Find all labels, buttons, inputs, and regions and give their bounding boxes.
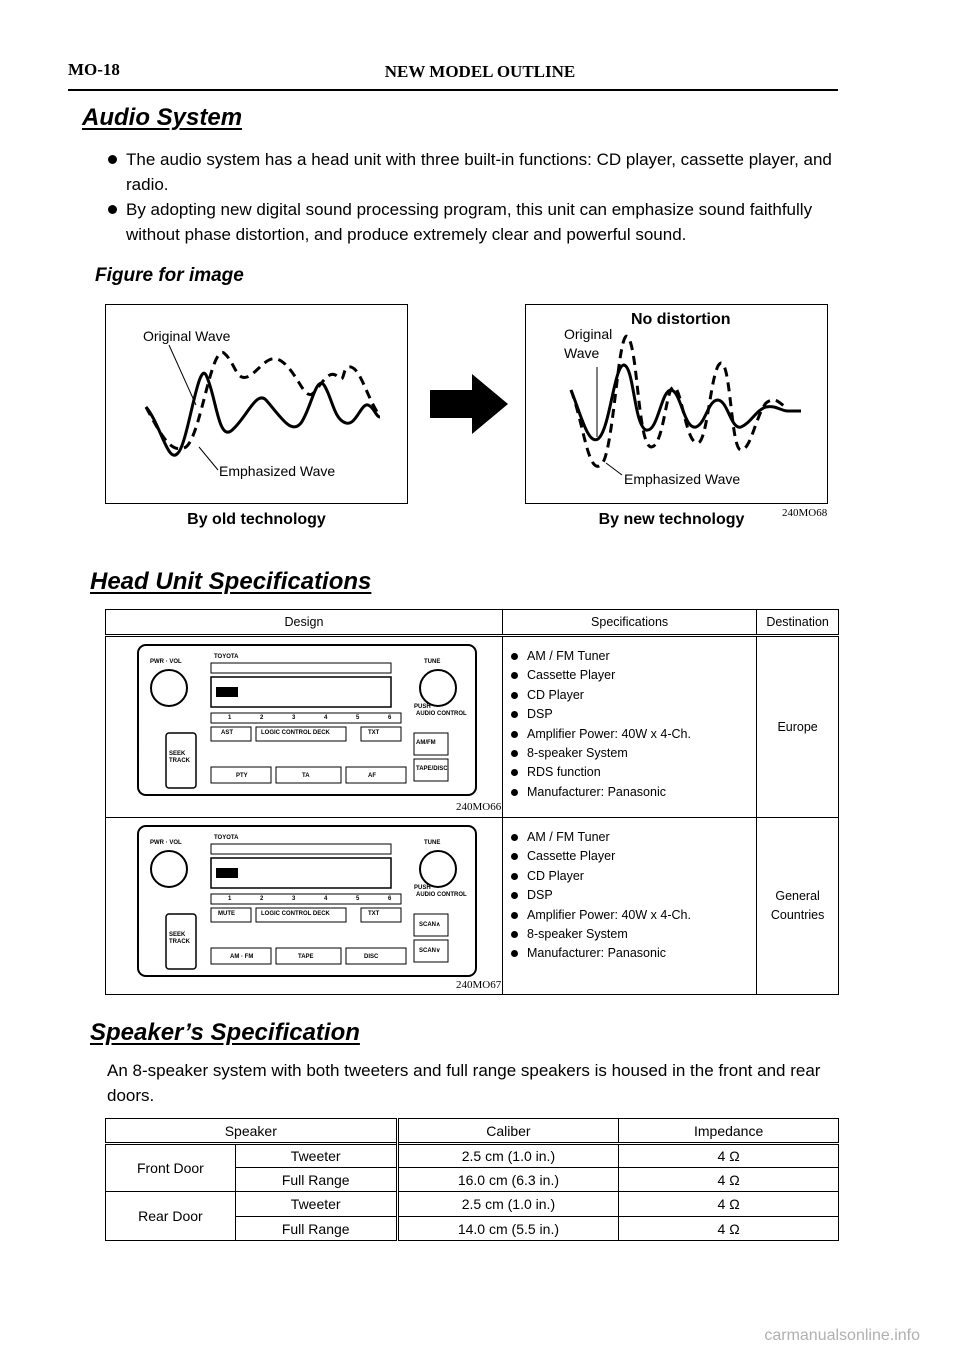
speaker-impedance: 4 Ω	[619, 1168, 839, 1192]
header-speaker: Speaker	[106, 1119, 398, 1144]
speaker-type: Tweeter	[235, 1192, 397, 1217]
panel-bottom-1: AM · FM	[230, 954, 254, 960]
design-cell	[106, 636, 503, 818]
spec-item: Cassette Player	[509, 847, 756, 866]
panel-seek-label: SEEK	[169, 932, 186, 938]
old-tech-caption: By old technology	[187, 511, 326, 528]
spec-item: Cassette Player	[509, 666, 756, 685]
spec-item: AM / FM Tuner	[509, 647, 756, 666]
emphasized-wave-leader	[606, 463, 622, 475]
destination-line: Countries	[770, 908, 825, 922]
spec-item: RDS function	[509, 763, 756, 782]
preset-4: 4	[324, 896, 328, 902]
header-rule	[68, 89, 838, 91]
table-row	[106, 636, 839, 818]
panel-audio-label: AUDIO CONTROL	[416, 711, 467, 717]
tune-knob	[420, 670, 456, 706]
header-destination: Destination	[757, 610, 839, 636]
design-code: 240MO67	[456, 979, 502, 991]
panel-side-top: SCAN∧	[419, 922, 441, 928]
speaker-impedance: 4 Ω	[619, 1144, 839, 1168]
speaker-caliber: 2.5 cm (1.0 in.)	[397, 1192, 619, 1217]
panel-push-label: PUSH	[414, 885, 431, 891]
specs-cell	[503, 636, 757, 818]
destination-line: Europe	[777, 719, 818, 734]
speaker-type: Full Range	[235, 1168, 397, 1192]
audio-bullet: By adopting new digital sound processing program, this unit can emphasize sound faithfully without phase distortion, and produce extremely clear and powerful sound.	[106, 197, 836, 247]
design-cell	[106, 818, 503, 995]
destination-line: General	[775, 889, 820, 903]
original-wave	[146, 373, 380, 455]
spec-item: DSP	[509, 705, 756, 724]
new-tech-panel	[525, 304, 828, 504]
header-specifications: Specifications	[503, 610, 757, 636]
table-row	[106, 1144, 839, 1168]
page-number: MO-18	[68, 60, 120, 79]
no-distortion-heading: No distortion	[631, 311, 731, 328]
panel-deck-label: LOGIC CONTROL DECK	[261, 911, 330, 917]
preset-2: 2	[260, 896, 264, 902]
preset-3: 3	[292, 715, 296, 721]
preset-3: 3	[292, 896, 296, 902]
panel-left-button: MUTE	[218, 911, 235, 917]
speaker-type: Tweeter	[235, 1144, 397, 1168]
panel-bottom-2: TAPE	[298, 954, 314, 960]
panel-bottom-3: DISC	[364, 954, 379, 960]
original-wave-leader	[169, 345, 196, 405]
original-wave-label: Original Wave	[143, 328, 231, 344]
preset-4: 4	[324, 715, 328, 721]
panel-brand: TOYOTA	[214, 654, 239, 660]
panel-brand: TOYOTA	[214, 835, 239, 841]
spec-list	[509, 647, 756, 802]
preset-6: 6	[388, 896, 392, 902]
tune-knob	[420, 851, 456, 887]
panel-bottom-2: TA	[302, 773, 310, 779]
head-unit-table	[105, 609, 839, 995]
original-wave-label-line2: Wave	[564, 345, 600, 361]
original-wave-label-line1: Original	[564, 326, 613, 342]
figure-title: Figure for image	[95, 265, 244, 286]
destination-cell	[757, 818, 839, 995]
emphasized-wave-leader	[199, 447, 218, 470]
panel-track-label: TRACK	[169, 939, 190, 945]
speaker-impedance: 4 Ω	[619, 1217, 839, 1241]
speaker-caliber: 16.0 cm (6.3 in.)	[397, 1168, 619, 1192]
emphasized-wave-label: Emphasized Wave	[219, 463, 336, 479]
spec-item: Amplifier Power: 40W x 4-Ch.	[509, 906, 756, 925]
panel-bottom-1: PTY	[236, 773, 248, 779]
watermark: carmanualsonline.info	[764, 1327, 920, 1344]
spec-item: Manufacturer: Panasonic	[509, 783, 756, 802]
spec-item: Amplifier Power: 40W x 4-Ch.	[509, 725, 756, 744]
spec-item: AM / FM Tuner	[509, 828, 756, 847]
panel-track-label: TRACK	[169, 758, 190, 764]
header-design: Design	[106, 610, 503, 636]
speaker-type: Full Range	[235, 1217, 397, 1241]
spec-list	[509, 828, 756, 964]
spec-item: 8-speaker System	[509, 925, 756, 944]
specs-cell	[503, 818, 757, 995]
spec-item: CD Player	[509, 867, 756, 886]
audio-section-title: Audio System	[82, 104, 243, 131]
speaker-impedance: 4 Ω	[619, 1192, 839, 1217]
audio-bullet: The audio system has a head unit with three built-in functions: CD player, cassette player, and radio.	[106, 147, 836, 197]
preset-5: 5	[356, 896, 360, 902]
preset-1: 1	[228, 715, 232, 721]
pwr-vol-knob	[151, 851, 187, 887]
spec-item: Manufacturer: Panasonic	[509, 944, 756, 963]
speaker-table	[105, 1118, 839, 1241]
panel-deck-label: LOGIC CONTROL DECK	[261, 730, 330, 736]
panel-tune-label: TUNE	[424, 840, 441, 846]
panel-seek-label: SEEK	[169, 751, 186, 757]
preset-6: 6	[388, 715, 392, 721]
table-row	[106, 818, 839, 995]
panel-audio-label: AUDIO CONTROL	[416, 892, 467, 898]
preset-5: 5	[356, 715, 360, 721]
panel-tune-label: TUNE	[424, 659, 441, 665]
speaker-section-title: Speaker’s Specification	[90, 1019, 360, 1046]
panel-pwr-label: PWR · VOL	[150, 659, 182, 665]
header-impedance: Impedance	[619, 1119, 839, 1144]
speaker-intro: An 8-speaker system with both tweeters and full range speakers is housed in the front and rear doors.	[107, 1061, 821, 1105]
preset-2: 2	[260, 715, 264, 721]
head-unit-section-title: Head Unit Specifications	[90, 568, 372, 595]
emphasized-wave-label: Emphasized Wave	[624, 471, 741, 487]
spec-item: CD Player	[509, 686, 756, 705]
speaker-caliber: 14.0 cm (5.5 in.)	[397, 1217, 619, 1241]
panel-side-bottom: SCAN∨	[419, 948, 441, 954]
panel-side-top: AM/FM	[416, 740, 436, 746]
panel-side-bottom: TAPE/DISC	[416, 766, 448, 772]
preset-1: 1	[228, 896, 232, 902]
speaker-location: Rear Door	[106, 1192, 236, 1241]
new-tech-caption: By new technology	[598, 511, 745, 528]
panel-right-button: TXT	[368, 911, 380, 917]
design-code: 240MO66	[456, 801, 502, 813]
spec-item: DSP	[509, 886, 756, 905]
table-row	[106, 1192, 839, 1217]
panel-left-button: AST	[221, 730, 233, 736]
panel-bottom-3: AF	[368, 773, 376, 779]
destination-cell	[757, 636, 839, 818]
header-caliber: Caliber	[397, 1119, 619, 1144]
emphasized-wave	[146, 352, 379, 448]
running-title: NEW MODEL OUTLINE	[384, 62, 576, 81]
speaker-location: Front Door	[106, 1144, 236, 1192]
old-tech-panel	[105, 304, 408, 504]
spec-item: 8-speaker System	[509, 744, 756, 763]
speaker-caliber: 2.5 cm (1.0 in.)	[397, 1144, 619, 1168]
audio-bullets	[106, 147, 836, 247]
arrow-icon	[428, 372, 510, 436]
panel-pwr-label: PWR · VOL	[150, 840, 182, 846]
figure-code: 240MO68	[782, 507, 828, 519]
pwr-vol-knob	[151, 670, 187, 706]
panel-push-label: PUSH	[414, 704, 431, 710]
panel-right-button: TXT	[368, 730, 380, 736]
